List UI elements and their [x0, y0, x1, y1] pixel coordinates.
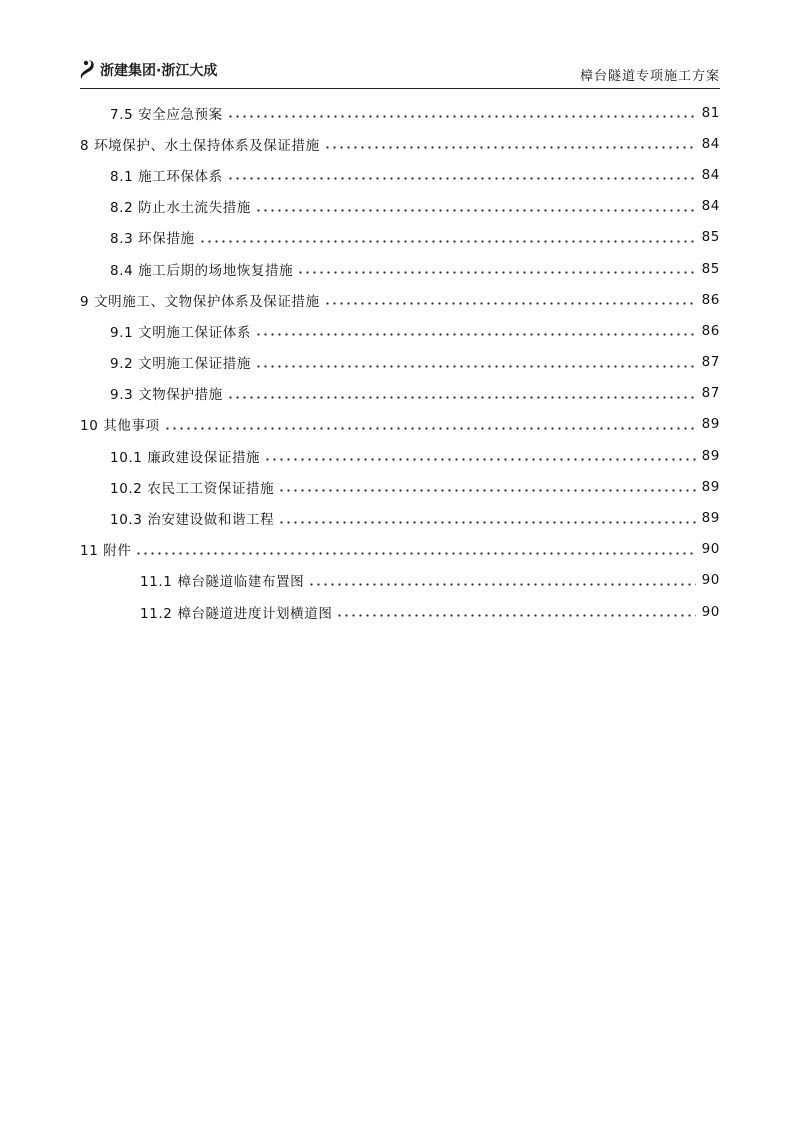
toc-dot-leader [135, 552, 696, 555]
toc-entry-label: 9.1 文明施工保证体系 [110, 324, 251, 341]
toc-entry[interactable] [80, 471, 720, 502]
document-title: 樟台隧道专项施工方案 [579, 69, 720, 84]
toc-dot-leader [227, 115, 696, 118]
toc-entry-page: 90 [701, 541, 720, 558]
toc-entry-page: 81 [701, 104, 720, 121]
toc-entry-page: 87 [701, 354, 720, 371]
toc-dot-leader [308, 583, 696, 586]
toc-entry[interactable] [80, 502, 720, 533]
toc-entry-page: 89 [701, 416, 720, 433]
toc-entry-label: 11.1 樟台隧道临建布置图 [140, 574, 305, 591]
toc-entry-label: 8 环境保护、水土保持体系及保证措施 [80, 137, 320, 154]
toc-entry-label: 11 附件 [80, 543, 132, 560]
toc-entry-page: 89 [701, 478, 720, 495]
table-of-contents [80, 97, 720, 627]
toc-entry-page: 84 [701, 135, 720, 152]
toc-entry[interactable] [80, 409, 720, 440]
toc-entry[interactable] [80, 222, 720, 253]
toc-dot-leader [255, 209, 696, 212]
logo-text: 浙建集团·浙江大成 [100, 63, 218, 79]
toc-entry-page: 87 [701, 385, 720, 402]
toc-dot-leader [297, 271, 696, 274]
toc-entry[interactable] [80, 284, 720, 315]
toc-entry-page: 85 [701, 229, 720, 246]
toc-entry-label: 10.2 农民工工资保证措施 [110, 480, 275, 497]
toc-dot-leader [324, 146, 696, 149]
toc-entry[interactable] [80, 440, 720, 471]
toc-entry-label: 8.2 防止水土流失措施 [110, 200, 251, 217]
toc-entry-label: 10.1 廉政建设保证措施 [110, 449, 261, 466]
toc-dot-leader [278, 521, 696, 524]
toc-entry[interactable] [80, 378, 720, 409]
toc-entry-page: 85 [701, 260, 720, 277]
toc-dot-leader [336, 614, 696, 617]
toc-entry-page: 89 [701, 447, 720, 464]
page-header [80, 56, 720, 89]
toc-entry[interactable] [80, 191, 720, 222]
toc-entry-label: 10.3 治安建设做和谐工程 [110, 512, 275, 529]
toc-entry[interactable] [80, 128, 720, 159]
toc-entry[interactable] [80, 159, 720, 190]
toc-entry-page: 90 [701, 572, 720, 589]
toc-entry[interactable] [80, 534, 720, 565]
toc-dot-leader [278, 489, 696, 492]
toc-entry-page: 90 [701, 603, 720, 620]
toc-entry[interactable] [80, 315, 720, 346]
toc-entry-page: 89 [701, 510, 720, 527]
toc-entry-label: 9.3 文物保护措施 [110, 387, 223, 404]
toc-dot-leader [255, 333, 696, 336]
toc-entry[interactable] [80, 565, 720, 596]
company-logo-mark-icon [80, 59, 96, 81]
toc-entry-label: 7.5 安全应急预案 [110, 106, 223, 123]
toc-entry[interactable] [80, 253, 720, 284]
company-logo [80, 56, 217, 84]
toc-entry-label: 8.4 施工后期的场地恢复措施 [110, 262, 294, 279]
toc-entry-page: 84 [701, 166, 720, 183]
toc-dot-leader [255, 365, 696, 368]
toc-entry-label: 9.2 文明施工保证措施 [110, 356, 251, 373]
toc-entry-page: 86 [701, 291, 720, 308]
toc-entry-label: 10 其他事项 [80, 418, 160, 435]
toc-dot-leader [227, 396, 696, 399]
toc-entry-page: 84 [701, 198, 720, 215]
toc-entry-label: 11.2 樟台隧道进度计划横道图 [140, 605, 333, 622]
toc-dot-leader [227, 177, 696, 180]
toc-dot-leader [324, 302, 696, 305]
toc-entry-page: 86 [701, 322, 720, 339]
toc-dot-leader [164, 427, 696, 430]
toc-dot-leader [264, 458, 696, 461]
toc-dot-leader [199, 240, 696, 243]
toc-entry-label: 9 文明施工、文物保护体系及保证措施 [80, 293, 320, 310]
toc-entry[interactable] [80, 347, 720, 378]
toc-entry[interactable] [80, 97, 720, 128]
toc-entry-label: 8.3 环保措施 [110, 231, 195, 248]
toc-entry[interactable] [80, 596, 720, 627]
toc-entry-label: 8.1 施工环保体系 [110, 168, 223, 185]
